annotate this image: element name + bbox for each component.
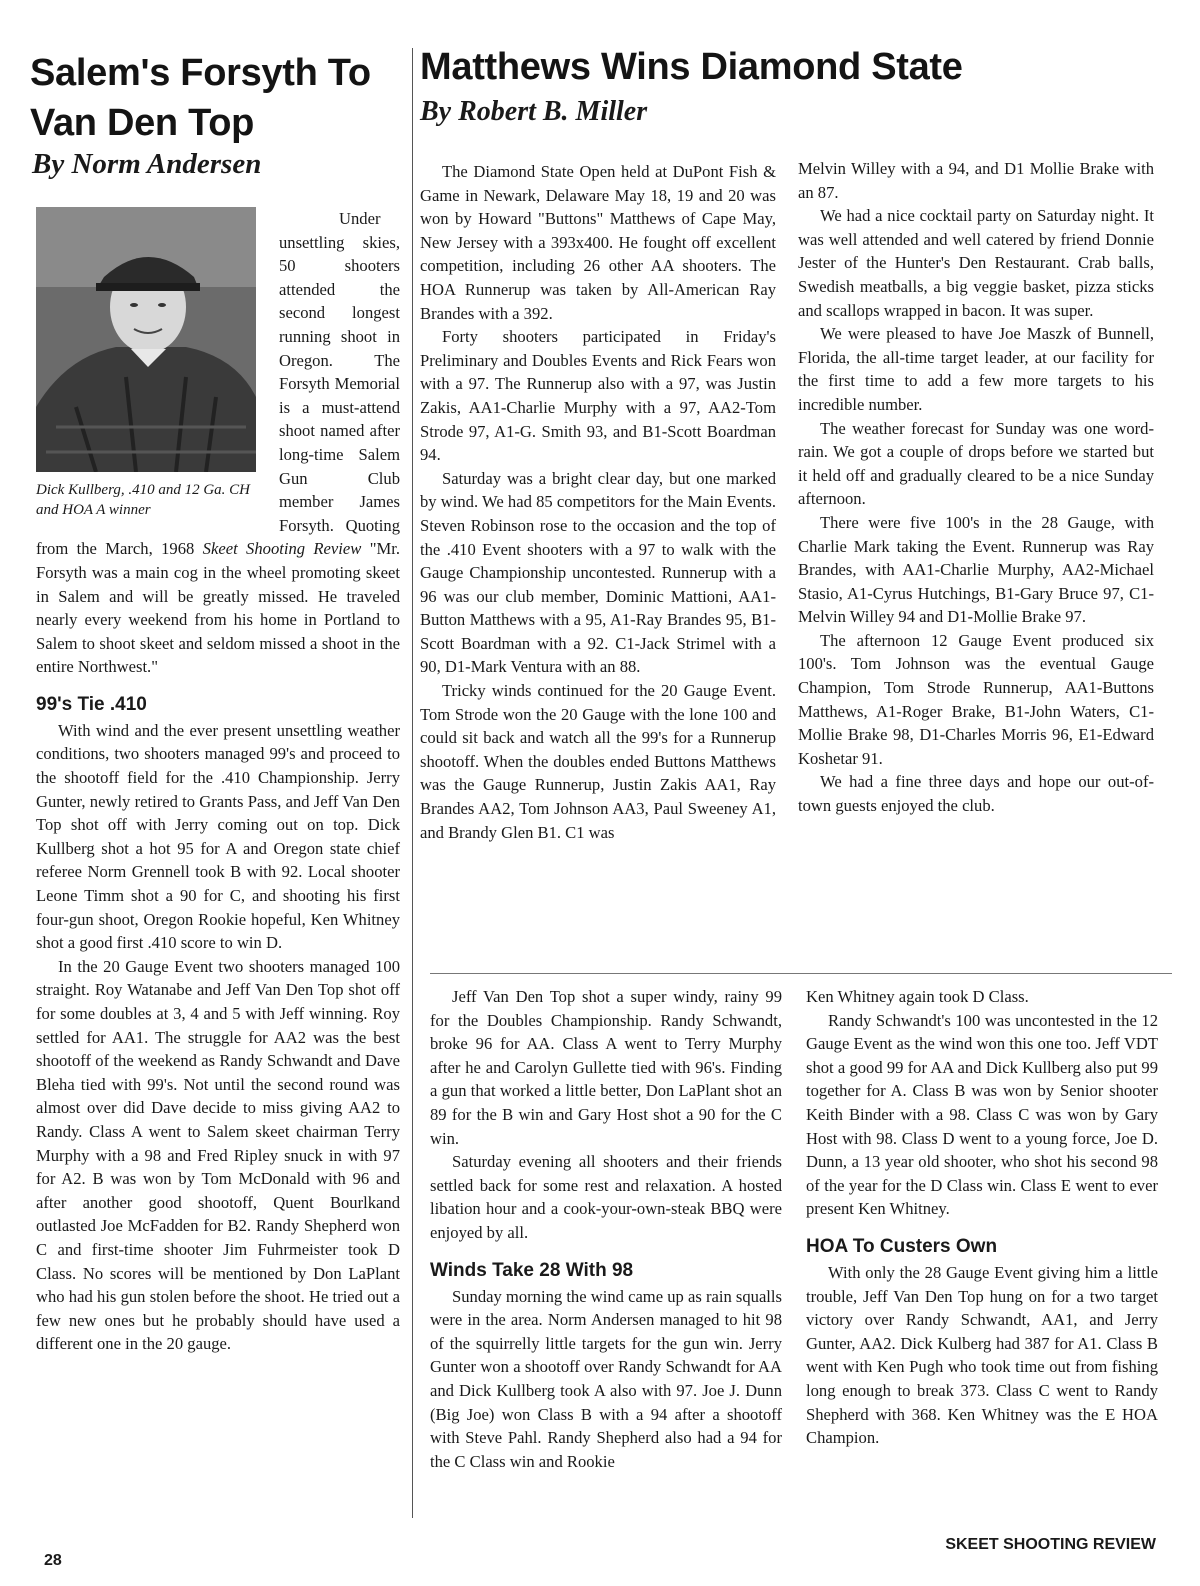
right-article-byline: By Robert B. Miller — [420, 96, 648, 127]
column-divider — [412, 48, 413, 1518]
lower-c2-paragraph-1: Ken Whitney again took D Class. — [806, 987, 1029, 1006]
left-paragraph-3: In the 20 Gauge Event two shooters managed 100 straight. Roy Watanabe and Jeff Van Den Top shot off for some doubles at 3, 4 and 5 with Jeff winning. Roy settled for AA1. The struggle for AA2 was the best shootoff of the weekend as Randy Schwandt and Dave Bleha tied with 99's. Not until the second round was almost over did Dave decide to miss giving AA2 to Randy. Class A went to Salem skeet chairman Terry Murphy with a 98 and Fred Ripley snuck in with 97 for A2. B was won by Tom McDonald with 96 and after another good shootoff, Quent Bourlkand outlasted Joe McFadden for B2. Randy Shepherd won C and first-time shooter Jim Fuhrmeister took D Class. No scores will be mentioned by Don LaPlant who had his gun stolen before the shoot. He tried out a few new ones but he probably should have used a different one in the 20 gauge. — [36, 956, 400, 1354]
right-c2-paragraph-4: The weather forecast for Sunday was one word-rain. We got a couple of drops before we started but it held off and gradually cleared to be a nice Sunday afternoon. — [798, 418, 1154, 509]
page-number: 28 — [44, 1552, 62, 1569]
right-article-title: Matthews Wins Diamond State — [420, 46, 963, 88]
right-c1-paragraph-1: The Diamond State Open held at DuPont Fish & Game in Newark, Delaware May 18, 19 and 20 was won by Howard "Buttons" Matthews of Cape May, New Jersey with a 393x400. He fought off excellent competition, including 26 other AA shooters. The HOA Runnerup was taken by All-American Ray Brandes with a 392. — [420, 162, 776, 323]
right-c2-paragraph-6: The afternoon 12 Gauge Event produced six 100's. Tom Johnson was the eventual Gauge Champion, Tom Strode Runnerup, AA1-Buttons Matthews, A1-Roger Brake, B1-John Waters, C1-Mollie Brake 98, D1-Charles Morris 96, E1-Edward Koshetar 91. — [798, 630, 1154, 768]
left-p1-italic: Skeet Shooting Review — [202, 539, 362, 559]
lower-c1-paragraph-3: Sunday morning the wind came up as rain squalls were in the area. Norm Andersen managed to hit 98 of the squirrelly little targets for the gun win. Jerry Gunter won a shootoff over Randy Schwandt for AA and Dick Kullberg took A also with 97. Joe J. Dunn (Big Joe) won Class B with a 94 after a shootoff with Steve Pahl. Randy Shepherd also had a 94 for the C Class win and Rookie — [430, 1286, 782, 1471]
left-article-body — [36, 207, 400, 1356]
portrait-photo — [36, 207, 256, 472]
right-c1-paragraph-4: Tricky winds continued for the 20 Gauge Event. Tom Strode won the 20 Gauge with the lone 100 and could sit back and watch all the 99's for a Runnerup shootoff. When the doubles ended Buttons Matthews was the Gauge Runnerup, Justin Zakis AA1, Ray Brandes AA2, Tom Johnson AA3, Paul Sweeney A1, and Brandy Glen B1. C1 was — [420, 681, 776, 842]
left-p1-end: "Mr. Forsyth was a main cog in the wheel promoting skeet in Salem and will be greatly missed. He traveled nearly every weekend from his home in Portland to Salem to shoot skeet and seldom missed a shoot in the entire Northwest." — [36, 539, 401, 677]
section-divider — [430, 973, 1172, 974]
lower-column-2 — [806, 985, 1158, 1450]
lower-c2-paragraph-2: Randy Schwandt's 100 was uncontested in the 12 Gauge Event as the wind won this one too. Jeff VDT shot a good 99 for AA and Dick Kullberg also put 99 together for A. Class B was won by Senior shooter Keith Binder with a 98. Class C was won by Gary Host with 98. Class D went to a young force, Joe D. Dunn, a 13 year old shooter, who shot his second 98 of the year for the D Class win. Class E went to ever present Ken Whitney. — [806, 1010, 1158, 1219]
right-c2-paragraph-1: Melvin Willey with a 94, and D1 Mollie Brake with an 87. — [798, 159, 1154, 202]
right-c2-paragraph-5: There were five 100's in the 28 Gauge, with Charlie Mark taking the Event. Runnerup was Ray Brandes, with AA1-Charlie Murphy, AA2-Michael Stasio, A1-Cyrus Hutchings, B1-Gary Bruce 97, C1-Melvin Willey 94 and D1-Mollie Brake 97. — [798, 512, 1154, 627]
lower-subhead-2: HOA To Custers Own — [806, 1235, 998, 1257]
lower-c1-paragraph-1: Jeff Van Den Top shot a super windy, rainy 99 for the Doubles Championship. Randy Schwandt, broke 96 for AA. Class A went to Terry Murphy after he and Carolyn Gullette tied with 96's. Finding a gun that worked a little better, Don LaPlant shot an 89 for the B win and Gary Host shot a 90 for the C win. — [430, 987, 782, 1148]
photo-block — [36, 207, 269, 519]
right-c2-paragraph-2: We had a nice cocktail party on Saturday night. It was well attended and well catered by friend Donnie Jester of the Hunter's Den Restaurant. Crab balls, Swedish meatballs, a big veggie basket, pizza sticks and scallops wrapped in bacon. It was super. — [798, 206, 1154, 320]
right-article-column-1 — [420, 160, 776, 844]
right-c2-paragraph-3: We were pleased to have Joe Maszk of Bunnell, Florida, the all-time target leader, at our facility for the first time to add a few more targets to his incredible number. — [798, 324, 1154, 414]
magazine-name: SKEET SHOOTING REVIEW — [945, 1536, 1156, 1553]
right-c2-paragraph-7: We had a fine three days and hope our out-of-town guests enjoyed the club. — [798, 772, 1154, 816]
left-article-byline: By Norm Andersen — [32, 148, 262, 180]
left-subhead-1: 99's Tie .410 — [36, 693, 147, 715]
lower-subhead-1: Winds Take 28 With 98 — [430, 1259, 634, 1281]
right-c1-paragraph-2: Forty shooters participated in Friday's Preliminary and Doubles Events and Rick Fears won with a 97. The Runnerup also with a 97, was Justin Zakis, AA1-Charlie Murphy with a 97, AA2-Tom Strode 97, A1-G. Smith 93, and B1-Scott Boardman 94. — [420, 327, 776, 465]
left-article-title — [30, 48, 410, 148]
left-title-line1: Salem's Forsyth To — [30, 52, 371, 94]
lower-column-1 — [430, 985, 782, 1473]
photo-caption: Dick Kullberg, .410 and 12 Ga. CH and HOA A winner — [36, 482, 251, 518]
left-paragraph-2: With wind and the ever present unsettling weather conditions, two shooters managed 99's and proceed to the shootoff field for the .410 Championship. Jerry Gunter, newly retired to Grants Pass, and Jeff Van Den Top shot off with Jerry coming out on top. Dick Kullberg shot a hot 95 for A and Oregon state chief referee Norm Grennell took B with 92. Local shooter Leone Timm shot a 90 for C, and shooting his first four-gun shoot, Oregon Rookie hopeful, Ken Whitney shot a good first .410 score to win D. — [36, 720, 400, 953]
right-c1-paragraph-3: Saturday was a bright clear day, but one marked by wind. We had 85 competitors for the Main Events. Steven Robinson rose to the occasion and the top of the .410 Event shooters with a 97 to walk with the Gauge Championship uncontested. Runnerup with a 96 was our club member, Dominic Mattioni, AA1-Button Matthews with a 95, A1-Ray Brandes 95, B1-Scott Boardman with a 92. C1-Jack Strimel with a 90, D1-Mark Ventura with an 88. — [420, 468, 776, 677]
lower-c1-paragraph-2: Saturday evening all shooters and their friends settled back for some rest and relaxation. A hosted libation hour and a cook-your-own-steak BBQ were enjoyed by all. — [430, 1152, 782, 1242]
left-title-line2: Van Den Top — [30, 102, 255, 144]
portrait-illustration — [36, 207, 256, 472]
right-article-column-2 — [798, 157, 1154, 818]
lower-c2-paragraph-3: With only the 28 Gauge Event giving him a little trouble, Jeff Van Den Top hung on for a two target victory over Randy Schwandt, AA1, and Jerry Gunter, AA2. Dick Kulberg had 387 for A1. Class B went with Ken Pugh who took time out from fishing long enough to break 373. Class C went to Randy Shepherd with 368. Ken Whitney was the E HOA Champion. — [806, 1262, 1158, 1448]
left-p1-text: Under unsettling skies, 50 shooters attended the second longest running shoot in Oregon. The Forsyth Memorial is a must-attend shoot named after long-time Salem Gun Club member James Forsyth. Quoting from the March, 1968 — [36, 209, 400, 559]
